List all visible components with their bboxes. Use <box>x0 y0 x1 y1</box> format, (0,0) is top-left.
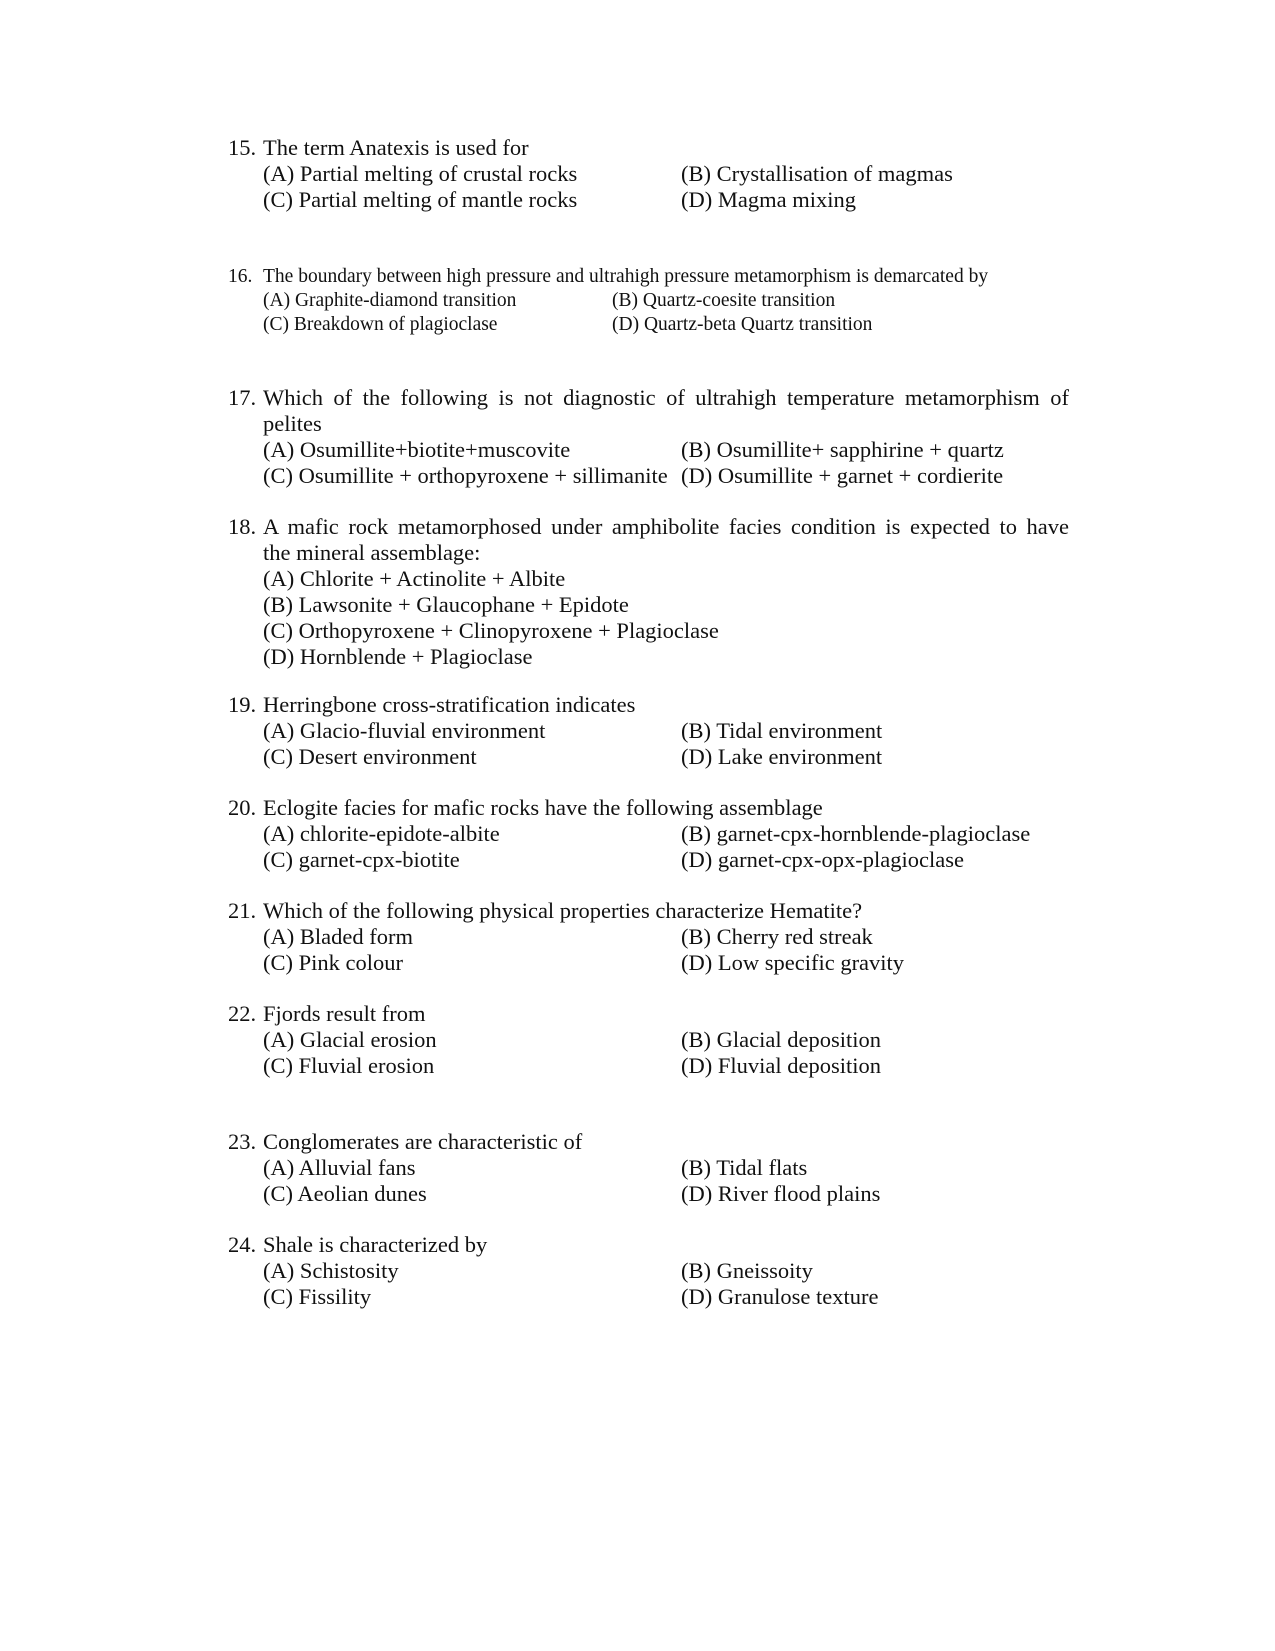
option-a: (A) Alluvial fans <box>263 1155 416 1180</box>
question-number: 16. <box>228 266 253 287</box>
question-number: 15. <box>228 135 257 160</box>
question-number: 18. <box>228 514 257 539</box>
option-c: (C) Orthopyroxene + Clinopyroxene + Plagioclase <box>263 618 719 643</box>
option-b: (B) Crystallisation of magmas <box>681 161 953 186</box>
option-a: (A) Partial melting of crustal rocks <box>263 161 578 186</box>
question-stem-line-1: Which of the following is not diagnostic of ultrahigh temperature metamorphism of <box>263 385 1069 410</box>
question-number: 17. <box>228 385 257 410</box>
question-number: 23. <box>228 1129 257 1154</box>
question-number: 24. <box>228 1232 257 1257</box>
option-b: (B) Gneissoity <box>681 1258 813 1283</box>
option-c: (C) garnet-cpx-biotite <box>263 847 460 872</box>
option-b: (B) Tidal environment <box>681 718 883 743</box>
question-stem: The term Anatexis is used for <box>263 135 529 160</box>
question-number: 22. <box>228 1001 257 1026</box>
option-d: (D) Granulose texture <box>681 1284 879 1309</box>
question-stem: Eclogite facies for mafic rocks have the following assemblage <box>263 795 823 820</box>
question-number: 20. <box>228 795 257 820</box>
option-c: (C) Fluvial erosion <box>263 1053 435 1078</box>
option-d: (D) Quartz-beta Quartz transition <box>612 314 873 335</box>
option-b: (B) Osumillite+ sapphirine + quartz <box>681 437 1004 462</box>
option-b: (B) Tidal flats <box>681 1155 808 1180</box>
question-stem: Conglomerates are characteristic of <box>263 1129 583 1154</box>
question-stem: Shale is characterized by <box>263 1232 488 1257</box>
option-d: (D) Lake environment <box>681 744 883 769</box>
question-number: 19. <box>228 692 257 717</box>
option-d: (D) Low specific gravity <box>681 950 905 975</box>
option-a: (A) Schistosity <box>263 1258 399 1283</box>
option-c: (C) Desert environment <box>263 744 477 769</box>
option-c: (C) Breakdown of plagioclase <box>263 314 498 335</box>
question-stem-line-2: pelites <box>263 411 322 436</box>
option-c: (C) Partial melting of mantle rocks <box>263 187 578 212</box>
option-c: (C) Osumillite + orthopyroxene + sillimanite <box>263 463 668 488</box>
option-c: (C) Pink colour <box>263 950 403 975</box>
question-stem: The boundary between high pressure and ultrahigh pressure metamorphism is demarcated by <box>263 266 989 287</box>
option-b: (B) Lawsonite + Glaucophane + Epidote <box>263 592 629 617</box>
option-d: (D) Osumillite + garnet + cordierite <box>681 463 1004 488</box>
option-d: (D) River flood plains <box>681 1181 881 1206</box>
option-c: (C) Aeolian dunes <box>263 1181 427 1206</box>
option-b: (B) Glacial deposition <box>681 1027 881 1052</box>
question-stem: Herringbone cross-stratification indicates <box>263 692 636 717</box>
option-a: (A) Chlorite + Actinolite + Albite <box>263 566 566 591</box>
question-stem: Which of the following physical properties characterize Hematite? <box>263 898 863 923</box>
option-c: (C) Fissility <box>263 1284 372 1309</box>
option-a: (A) chlorite-epidote-albite <box>263 821 500 846</box>
option-a: (A) Glacio-fluvial environment <box>263 718 546 743</box>
option-b: (B) Quartz-coesite transition <box>612 290 836 311</box>
option-a: (A) Bladed form <box>263 924 413 949</box>
question-stem-line-1: A mafic rock metamorphosed under amphibolite facies condition is expected to have <box>263 514 1069 539</box>
question-stem-line-2: the mineral assemblage: <box>263 540 481 565</box>
option-a: (A) Glacial erosion <box>263 1027 437 1052</box>
option-d: (D) Hornblende + Plagioclase <box>263 644 533 669</box>
option-d: (D) Magma mixing <box>681 187 856 212</box>
option-b: (B) garnet-cpx-hornblende-plagioclase <box>681 821 1031 846</box>
question-number: 21. <box>228 898 257 923</box>
option-d: (D) Fluvial deposition <box>681 1053 881 1078</box>
option-d: (D) garnet-cpx-opx-plagioclase <box>681 847 964 872</box>
question-stem: Fjords result from <box>263 1001 426 1026</box>
option-b: (B) Cherry red streak <box>681 924 873 949</box>
option-a: (A) Graphite-diamond transition <box>263 290 517 311</box>
option-a: (A) Osumillite+biotite+muscovite <box>263 437 571 462</box>
